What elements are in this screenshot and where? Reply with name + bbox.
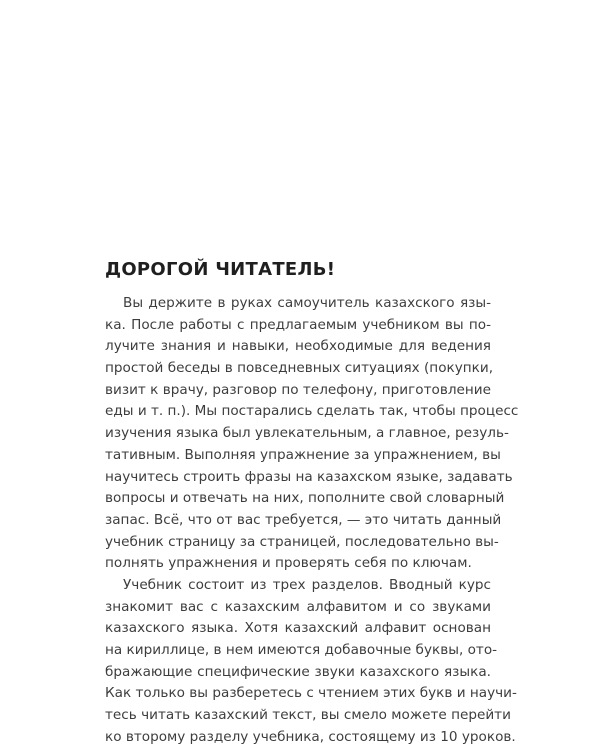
text-line: Учебник состоит из трех разделов. Вводный курс bbox=[123, 576, 491, 593]
text-line: вопросы и отвечать на них, пополните свой словарный bbox=[105, 490, 505, 507]
text-line: простой беседы в повседневных ситуациях (покупки, bbox=[105, 360, 494, 377]
text-line: визит к врачу, разговор по телефону, приготовление bbox=[105, 381, 491, 398]
paragraph-1 bbox=[105, 293, 519, 575]
text-line: еды и т. п.). Мы постарались сделать так, чтобы процесс bbox=[105, 403, 519, 420]
text-line: Вы держите в руках самоучитель казахского язы- bbox=[123, 295, 491, 311]
text-line: Как только вы разберетесь с чтением этих букв и научи- bbox=[105, 685, 517, 702]
text-line: тативным. Выполняя упражнение за упражнением, вы bbox=[105, 446, 501, 463]
paragraph-2 bbox=[105, 575, 517, 749]
text-line: казахского языка. Хотя казахский алфавит основан bbox=[105, 620, 491, 637]
body-text bbox=[105, 293, 519, 748]
text-line: полнять упражнения и проверять себя по ключам. bbox=[105, 555, 472, 572]
text-line: ка. После работы с предлагаемым учебником вы по- bbox=[105, 316, 491, 333]
text-line: на кириллице, в нем имеются добавочные буквы, ото- bbox=[105, 642, 498, 658]
page-title: ДОРОГОЙ ЧИТАТЕЛЬ! bbox=[105, 259, 336, 280]
text-line: тесь читать казахский текст, вы смело можете перейти bbox=[105, 707, 511, 724]
text-line: изучения языка был увлекательным, а главное, резуль- bbox=[105, 425, 509, 442]
text-line: знакомит вас с казахским алфавитом и со звуками bbox=[105, 598, 491, 615]
text-line: научитесь строить фразы на казахском языке, задавать bbox=[105, 468, 513, 485]
text-line: бражающие специфические звуки казахского языка. bbox=[105, 663, 491, 680]
text-line: запас. Всё, что от вас требуется, — это читать данный bbox=[105, 511, 502, 528]
text-line: лучите знания и навыки, необходимые для ведения bbox=[105, 338, 491, 355]
text-line: ко второму разделу учебника, состоящему из 10 уроков. bbox=[105, 728, 516, 745]
text-line: учебник страницу за страницей, последовательно вы- bbox=[105, 533, 499, 550]
